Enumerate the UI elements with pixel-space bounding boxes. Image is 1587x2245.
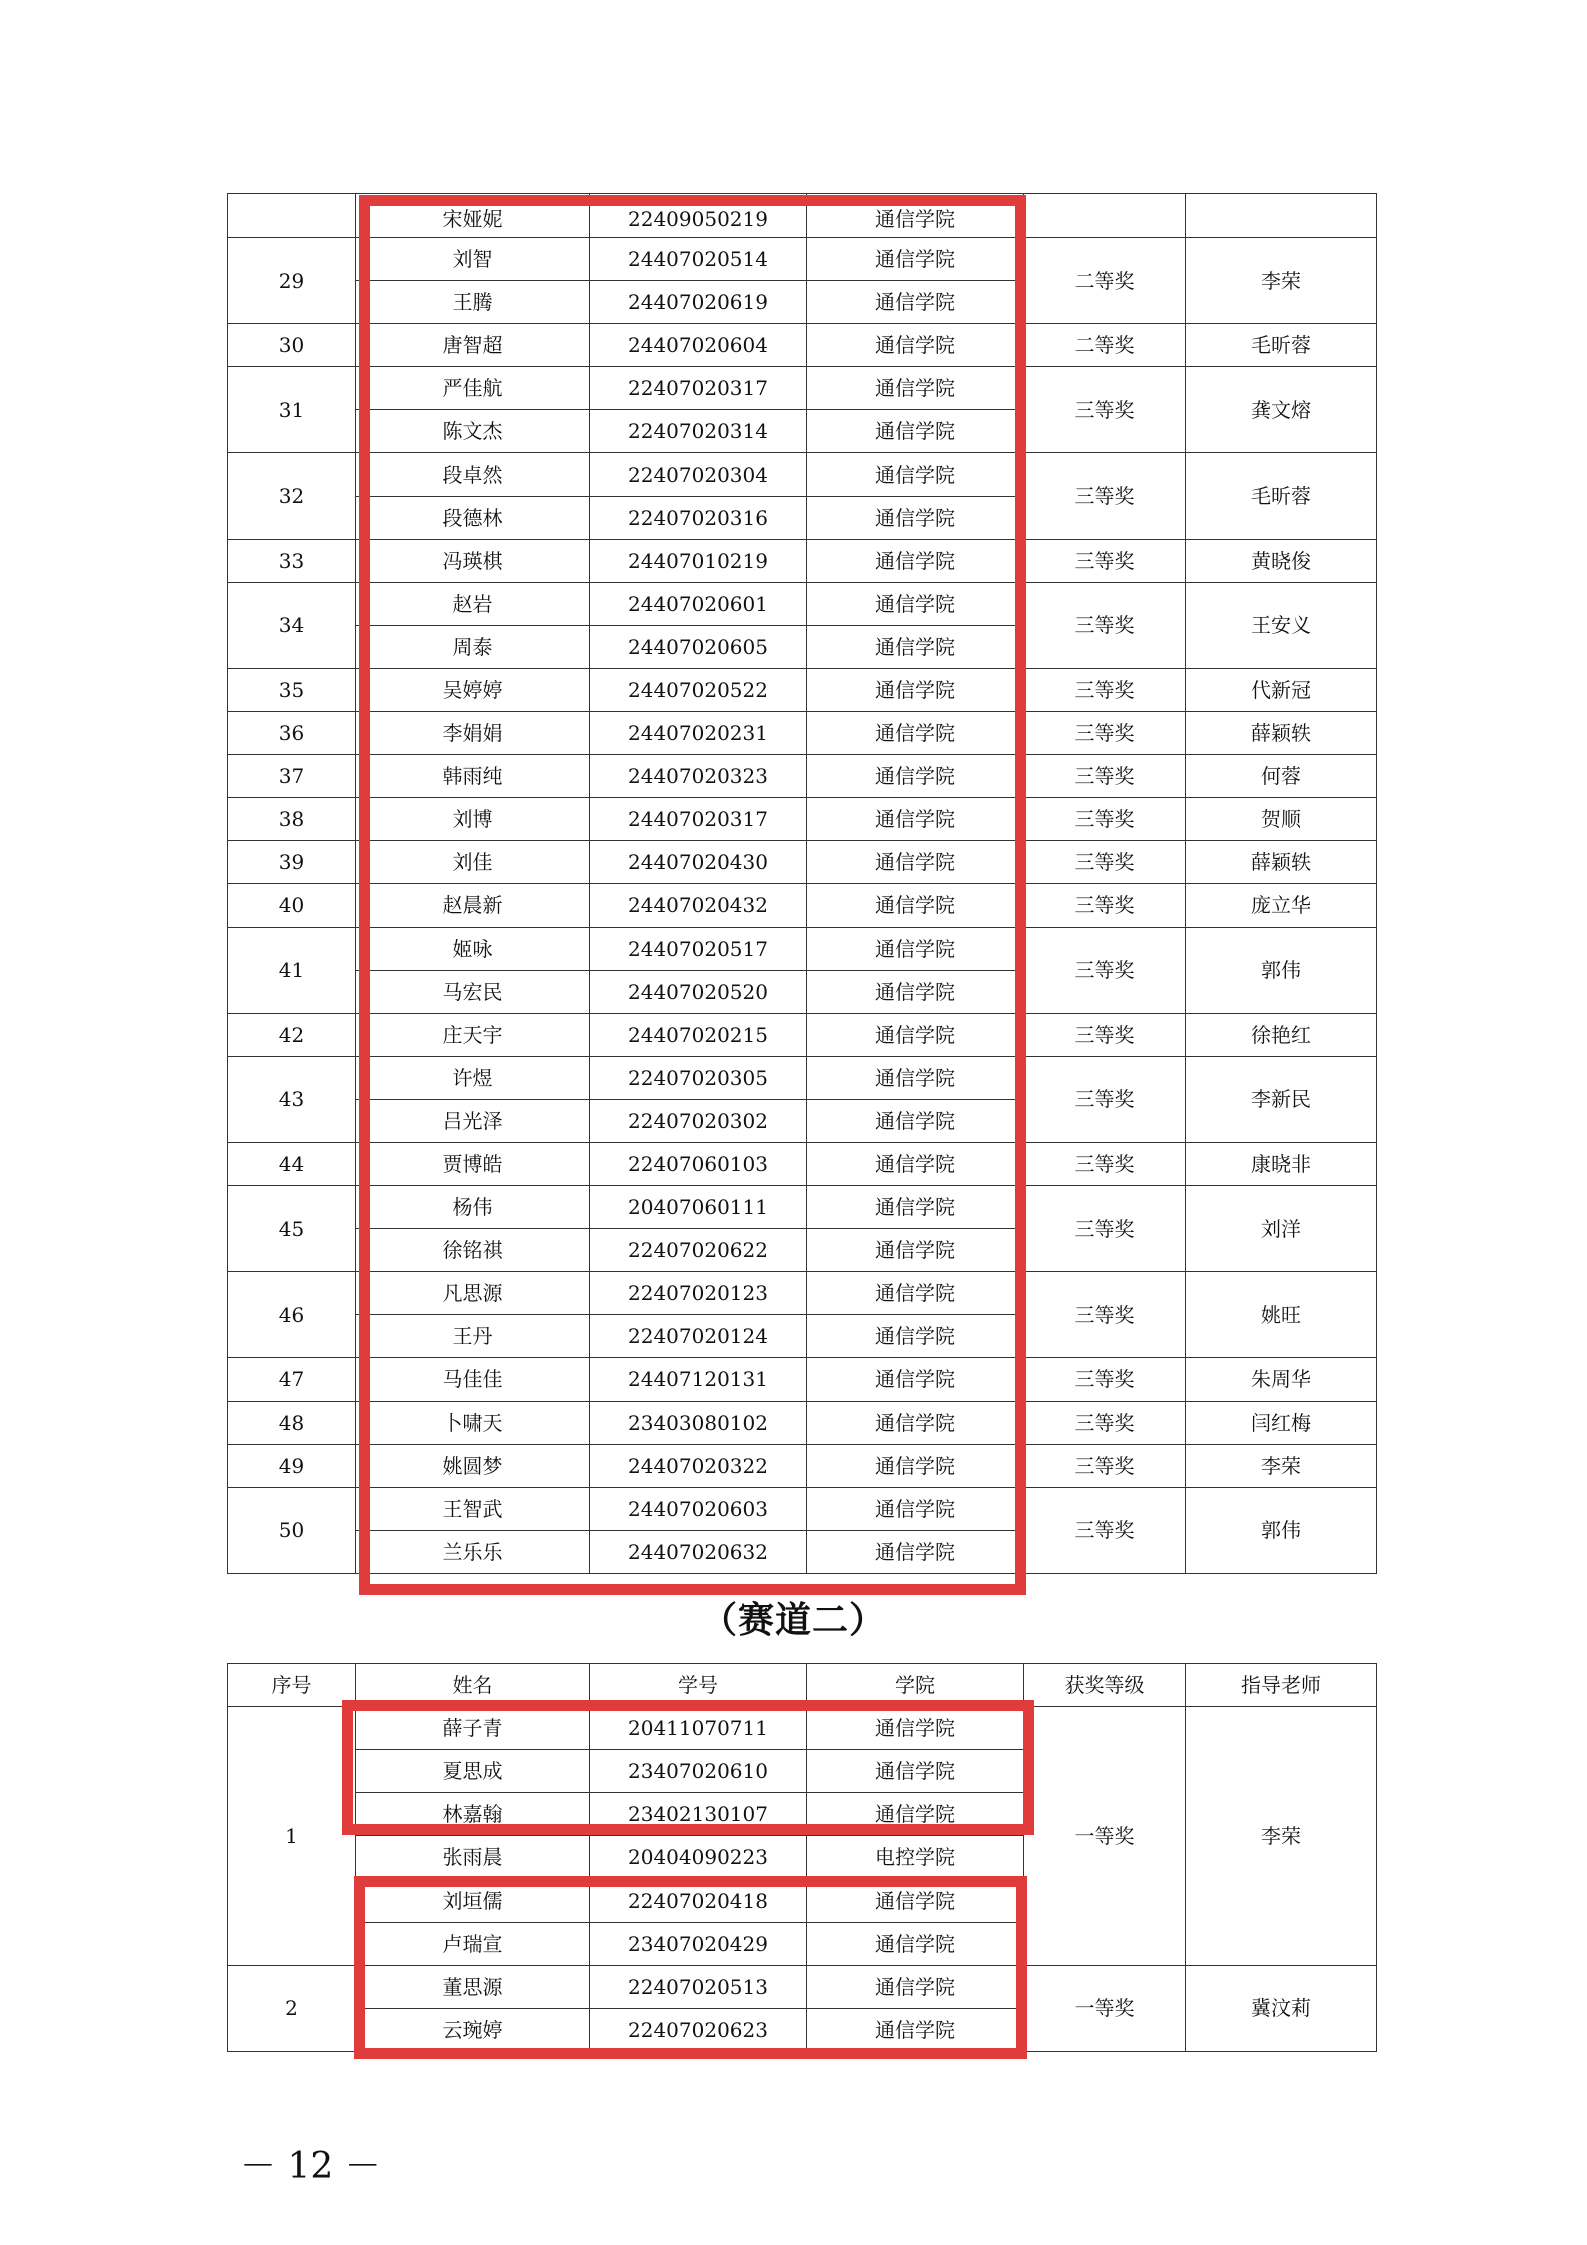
student-id-cell: 24407020322 xyxy=(590,1444,807,1487)
table-row xyxy=(228,324,1377,367)
college-cell: 通信学院 xyxy=(807,712,1024,755)
seq-cell: 36 xyxy=(228,712,356,755)
teacher-cell: 黄晓俊 xyxy=(1186,539,1377,582)
student-id-cell: 20404090223 xyxy=(590,1836,807,1879)
name-cell: 许煜 xyxy=(356,1056,590,1099)
student-id-cell: 23403080102 xyxy=(590,1401,807,1444)
teacher-cell: 龚文熔 xyxy=(1186,367,1377,453)
teacher-cell: 郭伟 xyxy=(1186,927,1377,1013)
student-id-cell: 22407020304 xyxy=(590,453,807,496)
student-id-cell: 20407060111 xyxy=(590,1186,807,1229)
college-cell: 通信学院 xyxy=(807,1272,1024,1315)
name-cell: 段德林 xyxy=(356,496,590,539)
student-id-cell: 23407020610 xyxy=(590,1750,807,1793)
teacher-cell: 薛颖轶 xyxy=(1186,841,1377,884)
name-cell: 王智武 xyxy=(356,1487,590,1530)
awards-table-track2 xyxy=(227,1663,1377,2052)
seq-cell: 37 xyxy=(228,755,356,798)
student-id-cell: 24407020430 xyxy=(590,841,807,884)
award-level-cell: 三等奖 xyxy=(1024,798,1186,841)
seq-cell: 32 xyxy=(228,453,356,539)
student-id-cell: 24407020605 xyxy=(590,625,807,668)
student-id-cell: 24407120131 xyxy=(590,1358,807,1401)
teacher-cell: 贺顺 xyxy=(1186,798,1377,841)
table-row xyxy=(228,367,1377,410)
name-cell: 徐铭祺 xyxy=(356,1229,590,1272)
student-id-cell: 24407020522 xyxy=(590,668,807,711)
name-cell: 林嘉翰 xyxy=(356,1793,590,1836)
college-cell: 通信学院 xyxy=(807,582,1024,625)
college-cell: 通信学院 xyxy=(807,1358,1024,1401)
table-row xyxy=(228,927,1377,970)
student-id-cell: 24407020604 xyxy=(590,324,807,367)
name-cell: 周泰 xyxy=(356,625,590,668)
college-cell: 通信学院 xyxy=(807,2008,1024,2051)
awards-table-track1 xyxy=(227,193,1377,1574)
award-level-cell: 三等奖 xyxy=(1024,1142,1186,1185)
award-level-cell: 三等奖 xyxy=(1024,1358,1186,1401)
table-row xyxy=(228,1142,1377,1185)
name-cell: 董思源 xyxy=(356,1965,590,2008)
college-cell: 通信学院 xyxy=(807,1099,1024,1142)
seq-cell: 39 xyxy=(228,841,356,884)
student-id-cell: 20411070711 xyxy=(590,1707,807,1750)
college-cell: 通信学院 xyxy=(807,884,1024,927)
table-row xyxy=(228,539,1377,582)
award-level-cell: 三等奖 xyxy=(1024,1056,1186,1142)
teacher-cell: 朱周华 xyxy=(1186,1358,1377,1401)
award-level-cell: 三等奖 xyxy=(1024,1487,1186,1573)
name-cell: 夏思成 xyxy=(356,1750,590,1793)
award-level-cell: 三等奖 xyxy=(1024,582,1186,668)
student-id-cell: 24407020317 xyxy=(590,798,807,841)
college-cell: 通信学院 xyxy=(807,324,1024,367)
header-teacher: 指导老师 xyxy=(1186,1664,1377,1707)
college-cell: 通信学院 xyxy=(807,1750,1024,1793)
name-cell: 刘佳 xyxy=(356,841,590,884)
seq-cell: 30 xyxy=(228,324,356,367)
seq-cell: 42 xyxy=(228,1013,356,1056)
page-number: － 12 － xyxy=(240,2146,381,2187)
name-cell: 姬咏 xyxy=(356,927,590,970)
student-id-cell: 24407010219 xyxy=(590,539,807,582)
table-row xyxy=(228,755,1377,798)
award-level-cell: 三等奖 xyxy=(1024,927,1186,1013)
student-id-cell: 24407020517 xyxy=(590,927,807,970)
student-id-cell: 22407020314 xyxy=(590,410,807,453)
seq-cell: 2 xyxy=(228,1965,356,2051)
teacher-cell: 何蓉 xyxy=(1186,755,1377,798)
seq-cell: 1 xyxy=(228,1707,356,1966)
name-cell: 张雨晨 xyxy=(356,1836,590,1879)
teacher-cell: 王安义 xyxy=(1186,582,1377,668)
teacher-cell: 毛昕蓉 xyxy=(1186,453,1377,539)
award-level-cell: 一等奖 xyxy=(1024,1707,1186,1966)
college-cell: 通信学院 xyxy=(807,1707,1024,1750)
name-cell: 韩雨纯 xyxy=(356,755,590,798)
name-cell: 宋娅妮 xyxy=(356,194,590,238)
teacher-cell: 庞立华 xyxy=(1186,884,1377,927)
seq-cell: 41 xyxy=(228,927,356,1013)
seq-cell: 44 xyxy=(228,1142,356,1185)
college-cell: 通信学院 xyxy=(807,539,1024,582)
award-level-cell: 三等奖 xyxy=(1024,453,1186,539)
name-cell: 陈文杰 xyxy=(356,410,590,453)
teacher-cell: 李荣 xyxy=(1186,1444,1377,1487)
teacher-cell: 康晓非 xyxy=(1186,1142,1377,1185)
award-level-cell: 二等奖 xyxy=(1024,238,1186,324)
college-cell: 通信学院 xyxy=(807,841,1024,884)
college-cell: 通信学院 xyxy=(807,453,1024,496)
table-row xyxy=(228,582,1377,625)
student-id-cell: 24407020323 xyxy=(590,755,807,798)
table-row xyxy=(228,1965,1377,2008)
seq-cell: 34 xyxy=(228,582,356,668)
table-row xyxy=(228,841,1377,884)
college-cell: 通信学院 xyxy=(807,927,1024,970)
student-id-cell: 24407020632 xyxy=(590,1530,807,1573)
name-cell: 卜啸天 xyxy=(356,1401,590,1444)
college-cell: 通信学院 xyxy=(807,755,1024,798)
name-cell: 卢瑞宣 xyxy=(356,1922,590,1965)
college-cell: 通信学院 xyxy=(807,1922,1024,1965)
college-cell: 通信学院 xyxy=(807,970,1024,1013)
seq-cell xyxy=(228,194,356,238)
student-id-cell: 24407020215 xyxy=(590,1013,807,1056)
teacher-cell: 薛颖轶 xyxy=(1186,712,1377,755)
name-cell: 庄天宇 xyxy=(356,1013,590,1056)
table-row xyxy=(228,1444,1377,1487)
award-level-cell: 三等奖 xyxy=(1024,712,1186,755)
award-level-cell: 一等奖 xyxy=(1024,1965,1186,2051)
seq-cell: 38 xyxy=(228,798,356,841)
name-cell: 杨伟 xyxy=(356,1186,590,1229)
table-row xyxy=(228,194,1377,238)
student-id-cell: 24407020514 xyxy=(590,238,807,281)
student-id-cell: 23407020429 xyxy=(590,1922,807,1965)
student-id-cell: 22407020302 xyxy=(590,1099,807,1142)
student-id-cell: 22407020513 xyxy=(590,1965,807,2008)
seq-cell: 48 xyxy=(228,1401,356,1444)
student-id-cell: 24407020619 xyxy=(590,281,807,324)
college-cell: 通信学院 xyxy=(807,1530,1024,1573)
teacher-cell: 李荣 xyxy=(1186,1707,1377,1966)
seq-cell: 49 xyxy=(228,1444,356,1487)
award-level-cell: 三等奖 xyxy=(1024,1444,1186,1487)
student-id-cell: 24407020601 xyxy=(590,582,807,625)
teacher-cell: 徐艳红 xyxy=(1186,1013,1377,1056)
student-id-cell: 22407020317 xyxy=(590,367,807,410)
header-college: 学院 xyxy=(807,1664,1024,1707)
award-level-cell xyxy=(1024,194,1186,238)
name-cell: 吴婷婷 xyxy=(356,668,590,711)
award-level-cell: 三等奖 xyxy=(1024,539,1186,582)
teacher-cell: 李新民 xyxy=(1186,1056,1377,1142)
table-row xyxy=(228,1358,1377,1401)
name-cell: 兰乐乐 xyxy=(356,1530,590,1573)
name-cell: 段卓然 xyxy=(356,453,590,496)
section-title: （赛道二） xyxy=(700,1600,886,1641)
seq-cell: 46 xyxy=(228,1272,356,1358)
table-row xyxy=(228,453,1377,496)
table-header-row xyxy=(228,1664,1377,1707)
student-id-cell: 22407020622 xyxy=(590,1229,807,1272)
student-id-cell: 22409050219 xyxy=(590,194,807,238)
college-cell: 通信学院 xyxy=(807,1186,1024,1229)
college-cell: 电控学院 xyxy=(807,1836,1024,1879)
student-id-cell: 22407020305 xyxy=(590,1056,807,1099)
college-cell: 通信学院 xyxy=(807,1229,1024,1272)
award-level-cell: 三等奖 xyxy=(1024,1013,1186,1056)
name-cell: 刘垣儒 xyxy=(356,1879,590,1922)
award-level-cell: 三等奖 xyxy=(1024,668,1186,711)
name-cell: 马宏民 xyxy=(356,970,590,1013)
award-level-cell: 三等奖 xyxy=(1024,1272,1186,1358)
name-cell: 刘博 xyxy=(356,798,590,841)
seq-cell: 31 xyxy=(228,367,356,453)
seq-cell: 50 xyxy=(228,1487,356,1573)
college-cell: 通信学院 xyxy=(807,1401,1024,1444)
table-row xyxy=(228,1401,1377,1444)
table-row xyxy=(228,1186,1377,1229)
student-id-cell: 24407020520 xyxy=(590,970,807,1013)
college-cell: 通信学院 xyxy=(807,1487,1024,1530)
name-cell: 赵晨新 xyxy=(356,884,590,927)
teacher-cell: 姚旺 xyxy=(1186,1272,1377,1358)
table-row xyxy=(228,798,1377,841)
college-cell: 通信学院 xyxy=(807,194,1024,238)
name-cell: 马佳佳 xyxy=(356,1358,590,1401)
seq-cell: 47 xyxy=(228,1358,356,1401)
name-cell: 凡思源 xyxy=(356,1272,590,1315)
student-id-cell: 23402130107 xyxy=(590,1793,807,1836)
table-row xyxy=(228,1707,1377,1750)
teacher-cell: 李荣 xyxy=(1186,238,1377,324)
college-cell: 通信学院 xyxy=(807,281,1024,324)
table-row xyxy=(228,238,1377,281)
table-row xyxy=(228,668,1377,711)
name-cell: 唐智超 xyxy=(356,324,590,367)
header-award-level: 获奖等级 xyxy=(1024,1664,1186,1707)
name-cell: 王丹 xyxy=(356,1315,590,1358)
award-level-cell: 三等奖 xyxy=(1024,1401,1186,1444)
table-row xyxy=(228,712,1377,755)
name-cell: 贾博皓 xyxy=(356,1142,590,1185)
student-id-cell: 22407020623 xyxy=(590,2008,807,2051)
teacher-cell xyxy=(1186,194,1377,238)
college-cell: 通信学院 xyxy=(807,1965,1024,2008)
header-seq: 序号 xyxy=(228,1664,356,1707)
student-id-cell: 24407020231 xyxy=(590,712,807,755)
name-cell: 刘智 xyxy=(356,238,590,281)
teacher-cell: 刘洋 xyxy=(1186,1186,1377,1272)
seq-cell: 35 xyxy=(228,668,356,711)
table-row xyxy=(228,1272,1377,1315)
teacher-cell: 闫红梅 xyxy=(1186,1401,1377,1444)
college-cell: 通信学院 xyxy=(807,410,1024,453)
name-cell: 姚圆梦 xyxy=(356,1444,590,1487)
table-row xyxy=(228,1487,1377,1530)
teacher-cell: 毛昕蓉 xyxy=(1186,324,1377,367)
table-row xyxy=(228,884,1377,927)
college-cell: 通信学院 xyxy=(807,625,1024,668)
college-cell: 通信学院 xyxy=(807,1013,1024,1056)
college-cell: 通信学院 xyxy=(807,367,1024,410)
college-cell: 通信学院 xyxy=(807,238,1024,281)
seq-cell: 40 xyxy=(228,884,356,927)
name-cell: 李娟娟 xyxy=(356,712,590,755)
header-name: 姓名 xyxy=(356,1664,590,1707)
teacher-cell: 郭伟 xyxy=(1186,1487,1377,1573)
award-level-cell: 三等奖 xyxy=(1024,1186,1186,1272)
table-row xyxy=(228,1013,1377,1056)
student-id-cell: 22407020124 xyxy=(590,1315,807,1358)
name-cell: 严佳航 xyxy=(356,367,590,410)
college-cell: 通信学院 xyxy=(807,1315,1024,1358)
student-id-cell: 24407020603 xyxy=(590,1487,807,1530)
award-level-cell: 三等奖 xyxy=(1024,884,1186,927)
student-id-cell: 22407020123 xyxy=(590,1272,807,1315)
college-cell: 通信学院 xyxy=(807,1444,1024,1487)
header-student-id: 学号 xyxy=(590,1664,807,1707)
college-cell: 通信学院 xyxy=(807,798,1024,841)
award-level-cell: 三等奖 xyxy=(1024,755,1186,798)
name-cell: 赵岩 xyxy=(356,582,590,625)
name-cell: 吕光泽 xyxy=(356,1099,590,1142)
award-level-cell: 三等奖 xyxy=(1024,367,1186,453)
college-cell: 通信学院 xyxy=(807,1793,1024,1836)
seq-cell: 45 xyxy=(228,1186,356,1272)
teacher-cell: 代新冠 xyxy=(1186,668,1377,711)
college-cell: 通信学院 xyxy=(807,668,1024,711)
name-cell: 薛子青 xyxy=(356,1707,590,1750)
seq-cell: 33 xyxy=(228,539,356,582)
name-cell: 云琬婷 xyxy=(356,2008,590,2051)
student-id-cell: 22407020316 xyxy=(590,496,807,539)
student-id-cell: 22407060103 xyxy=(590,1142,807,1185)
table-row xyxy=(228,1056,1377,1099)
college-cell: 通信学院 xyxy=(807,1142,1024,1185)
name-cell: 冯瑛棋 xyxy=(356,539,590,582)
college-cell: 通信学院 xyxy=(807,1879,1024,1922)
award-level-cell: 二等奖 xyxy=(1024,324,1186,367)
teacher-cell: 冀汶莉 xyxy=(1186,1965,1377,2051)
award-level-cell: 三等奖 xyxy=(1024,841,1186,884)
college-cell: 通信学院 xyxy=(807,1056,1024,1099)
name-cell: 王腾 xyxy=(356,281,590,324)
seq-cell: 29 xyxy=(228,238,356,324)
seq-cell: 43 xyxy=(228,1056,356,1142)
student-id-cell: 22407020418 xyxy=(590,1879,807,1922)
student-id-cell: 24407020432 xyxy=(590,884,807,927)
college-cell: 通信学院 xyxy=(807,496,1024,539)
